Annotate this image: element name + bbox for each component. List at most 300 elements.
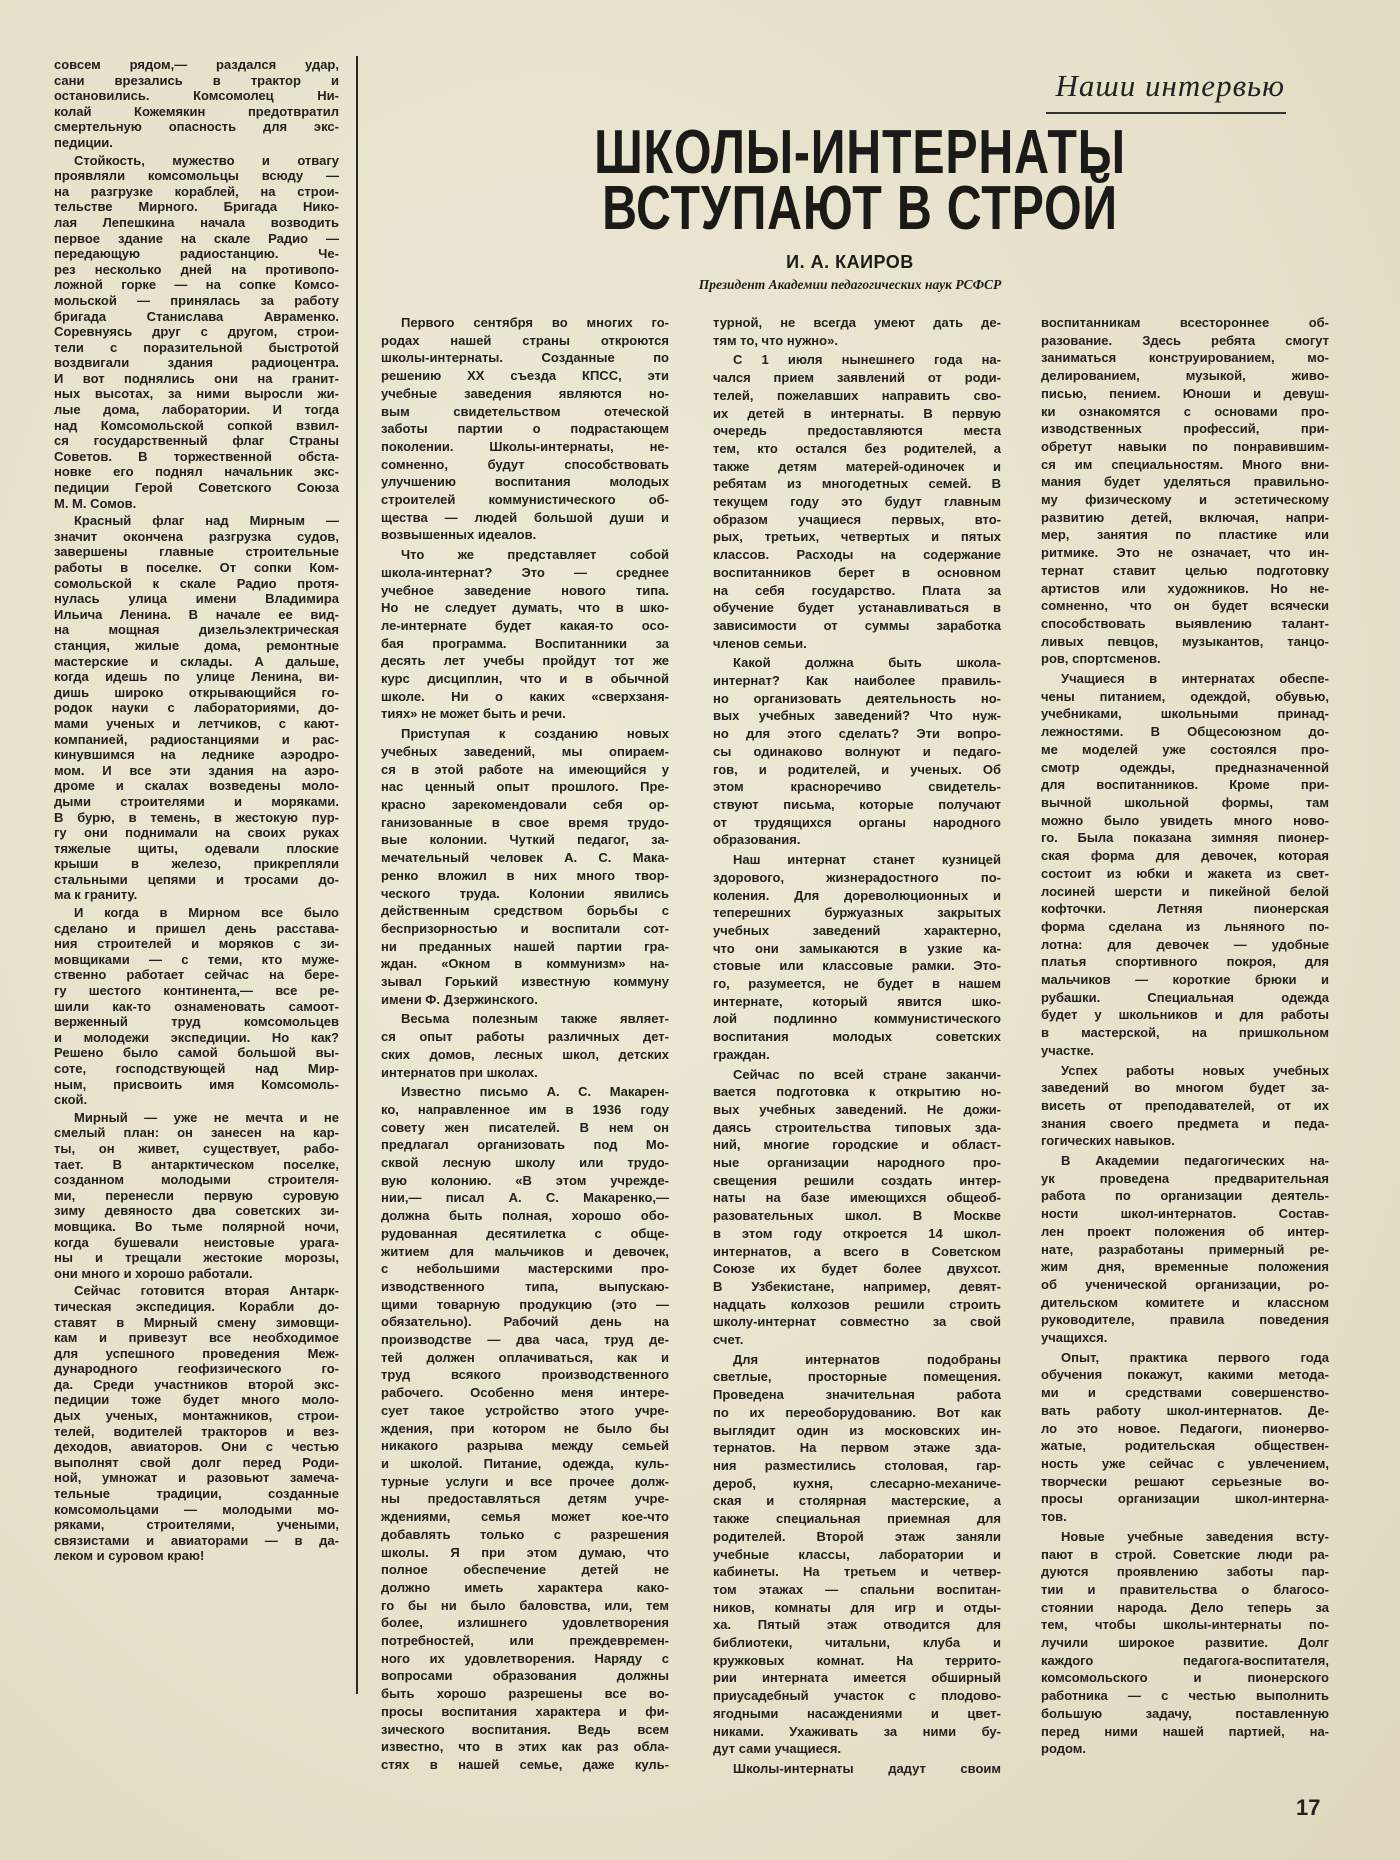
text-line: родителей. Второй этаж заняли [713,1528,1001,1544]
text-line: граждан. [713,1046,770,1062]
text-line: дут сами учащиеся. [713,1741,842,1757]
text-line: мальчиков — короткие брюки и [1041,972,1329,988]
text-line: интернате, который явится шко- [713,993,1001,1009]
text-line: дыми строителями и моряками. [54,793,339,809]
text-line: первое здание на скале Радио — [54,230,339,246]
text-line: ров, спортсменов. [1041,651,1161,667]
text-line: сует такое устройство этого учре- [381,1402,669,1418]
text-line: образования. [713,832,801,848]
paragraph [54,1110,339,1282]
text-line: на мощная дизельэлектрическая [54,622,339,638]
text-line: тельстве Мирного. Бригада Нико- [54,199,339,215]
text-line: Какой должна быть школа- [733,655,1001,671]
text-line: учебные классы, лаборатории и [713,1546,1001,1562]
text-line: ственно работает сейчас на бере- [54,967,339,983]
paragraph [381,725,669,1008]
text-line: их детей в интернаты. В первую [713,405,1001,421]
text-line: ждениями, семья может кое-что [381,1509,669,1525]
text-line: сквой лесную школу или трудо- [381,1155,669,1171]
text-line: колай Кожемякин предотвратил [54,103,339,119]
text-line: М. М. Сомов. [54,495,137,511]
text-line: знания своего предмета и педа- [1041,1115,1329,1131]
text-line: разовательных школ. В Москве [713,1208,1001,1224]
text-line: стоянии народа. Дело теперь за [1041,1599,1329,1615]
text-line: ставят в Мирный смену зимовщи- [54,1314,339,1330]
text-line: житием для мальчиков и девочек, [381,1243,669,1259]
text-line: очередь предоставляются места [713,423,1001,439]
text-line: ся государственный флаг Страны [54,433,339,449]
paragraph [54,57,339,151]
text-line: ния разместились столовая, гар- [713,1458,1001,1473]
text-line: способствовать выявлению талант- [1041,615,1329,631]
text-line: возвышенных идеалов. [381,527,537,543]
text-line: заведений во многом будет за- [1041,1080,1329,1096]
text-line: дишь широко открывающийся го- [54,684,339,700]
text-line: тернатов. На первом этаже зда- [713,1440,1001,1456]
text-line: бая программа. Воспитанники за [381,635,669,651]
text-line: чался прием заявлений от роди- [713,370,1001,386]
text-line: также детям матерей-одиночек и [713,458,1001,474]
text-line: воспитанников берет в основном [713,564,1001,580]
text-line: обретут навыки по понравившим- [1041,438,1329,454]
text-line: тем, кто остался без родителей, а [713,440,1001,456]
text-line: значит окончена разгрузка судов, [54,528,339,544]
text-line: ствуют письма, которые получают [713,796,1001,812]
text-line: вычной школьной формы, там [1041,794,1329,810]
text-line: Наш интернат станет кузницей [733,852,1001,868]
text-line: имени Ф. Дзержинского. [381,991,538,1007]
text-line: Для интернатов подобраны [733,1351,1001,1367]
text-line: участке. [1041,1042,1094,1058]
text-line: никами. Ухаживать за ними бу- [713,1723,1001,1739]
text-line: приусадебный участок с плодово- [713,1688,1001,1704]
text-line: лосиней шерсти и пикейной белой [1041,883,1329,899]
text-column-4 [1041,314,1329,1760]
text-line: дительском комитете и классном [1041,1294,1329,1310]
text-line: дых ученых, монтажников, строи- [54,1408,339,1424]
text-line: для воспитанников. Кроме при- [1041,777,1329,793]
text-line: соте, господствующей над Мир- [54,1061,339,1076]
text-line: лые дома, лаборатории. И тогда [54,402,339,418]
text-line: мами ученых и летчиков, с кают- [54,715,339,731]
text-line: том этажах — спальни воспитан- [713,1581,1001,1597]
text-line: ганизованные в свое время трудо- [381,814,669,830]
paragraph [1041,314,1329,668]
paragraph [713,1066,1001,1349]
text-line: И когда в Мирном все было [74,905,339,921]
text-line: Первого сентября во многих го- [401,315,669,330]
text-line: щими товарную продукцию (это — [381,1296,669,1312]
text-line: форма сделана из льняного по- [1041,918,1329,934]
text-line: учебные заведения являются но- [381,385,669,401]
paragraph [54,1283,339,1564]
text-line: турные услуги и все прочее долж- [381,1473,669,1489]
paragraph [54,905,339,1108]
text-line: известно, что в этих как раз обла- [381,1739,669,1755]
text-line: тельные традиции, созданные [54,1486,339,1502]
text-line: интернатов при школах. [381,1064,538,1080]
text-line: учебных заведений, мы опираем- [381,743,669,759]
text-line: шили как-то ознаменовать самоот- [54,998,339,1014]
text-line: выглядит один из московских ин- [713,1422,1001,1438]
text-line: Успех работы новых учебных [1061,1062,1329,1078]
text-line: да. Среди участников второй экс- [54,1376,339,1392]
text-line: комсомольцами — молодыми мо- [54,1501,339,1517]
text-line: даясь строительства типовых зда- [713,1119,1001,1135]
text-line: стовые или классовые рамки. Это- [713,958,1001,974]
text-line: воспитания молодых советских [713,1029,1001,1045]
paragraph [713,1351,1001,1758]
text-line: И вот поднялись они на гранит- [54,370,339,386]
text-line: ся опыт работы различных дет- [381,1029,669,1045]
text-line: когда бушевали неистовые урага- [54,1234,339,1250]
text-line: ся в этой работе на имеющийся у [381,761,669,777]
text-line: на себя государство. Плата за [713,582,1001,598]
text-line: педиции. [54,134,113,150]
text-line: и школой. Питание, одежда, куль- [381,1456,669,1471]
paragraph [1041,1528,1329,1758]
text-line: Известно письмо А. С. Макарен- [401,1084,669,1100]
text-line: остановились. Комсомолец Ни- [54,88,339,104]
text-line: щества — людей большой души и [381,509,669,525]
text-line: лотна: для девочек — удобные [1041,936,1329,952]
text-line: свещения решили создать интер- [713,1172,1001,1188]
text-line: Советов. В торжественной обста- [54,448,339,464]
text-line: стях в нашей семье, даже куль- [381,1756,669,1772]
paragraph [713,314,1001,349]
text-line: дуются проявлению заботы пар- [1041,1564,1329,1580]
text-line: созданном молодыми строителя- [54,1172,339,1188]
text-line: красно зарекомендовали себя ор- [381,796,669,812]
text-line: школе. Ни о каких «сверхзаня- [381,688,669,704]
text-line: сделано и пришел день расстава- [54,920,339,936]
text-line: обучения покажут, какими метода- [1041,1367,1329,1383]
text-line: гов, и родителей, и ученых. Об [713,761,1001,777]
text-line: деходов, авиаторов. Они с честью [54,1439,339,1455]
text-line: строителей коммунистического об- [381,492,669,508]
text-line: нате, разработаны примерный ре- [1041,1241,1329,1257]
text-line: предлагал организовать под Мо- [381,1137,669,1153]
text-line: десять лет учебы пройдут тот же [381,653,669,669]
text-line: ло это новое. Педагоги, пионерво- [1041,1420,1329,1436]
text-line: вых учебных заведений? Что нуж- [713,708,1001,724]
text-line: мовщиками — с теми, кто муже- [54,951,339,967]
text-line: интернат? Как наиболее правиль- [713,673,1001,689]
text-line: делированием, музыкой, живо- [1041,368,1329,384]
text-line: нулась улица имени Владимира [54,591,339,607]
text-line: коления. Для дореволюционных и [713,887,1001,903]
text-line: лучили широкое развитие. Долг [1041,1635,1329,1651]
text-line: Ильича Ленина. В начале ее вид- [54,606,339,622]
text-line: вопросами образования должны [381,1668,669,1684]
text-line: тии и правительства о благосо- [1041,1581,1329,1597]
text-line: в мастерской, на пришкольном [1041,1025,1329,1041]
text-line: лой подлинно коммунистического [713,1011,1001,1027]
text-line: учебное заведение нового типа. [381,582,669,598]
text-line: ма к граниту. [54,887,138,903]
text-line: интернатов, а всего в Советском [713,1243,1001,1259]
text-line: они много и хорошо работали. [54,1265,253,1281]
text-line: совету жен писателей. В нем он [381,1119,669,1135]
text-line: В Академии педагогических на- [1061,1153,1329,1169]
text-line: писью, пением. Юноши и девуш- [1041,385,1329,401]
paragraph [1041,670,1329,1059]
text-line: мольской — принялась за работу [54,292,339,308]
text-line: нас ценный опыт прошлого. Пре- [381,779,669,795]
text-column-1 [54,57,339,1566]
text-line: будет у школьников и для работы [1041,1007,1329,1023]
text-line: мастерские и склады. А дальше, [54,653,339,669]
text-column-2 [381,314,669,1776]
text-line: ложной горке — на сопке Комсо- [54,277,339,293]
text-line: ся им специальностям. Много вни- [1041,456,1329,472]
text-line: тям то, что нужно». [713,332,838,348]
text-line: учащихся. [1041,1330,1108,1346]
text-line: тяжелые щиты, одевали плоские [54,840,339,856]
text-line: состоит из юбки и жакета из свет- [1041,865,1329,881]
text-line: Соревнуясь друг с другом, строи- [54,324,339,340]
text-line: смотр одежды, предназначенной [1041,759,1329,775]
text-line: мер, занятия по пластике или [1041,527,1329,543]
text-line: выполнят свой долг перед Роди- [54,1454,339,1470]
text-line: Мирный — уже не мечта и не [74,1109,339,1125]
text-line: ливых певцов, музыкантов, танцо- [1041,633,1329,649]
text-line: сомненно, что он будет всячески [1041,598,1329,614]
text-line: зывал Горький известную коммуну [381,974,669,990]
text-line: родом. [1041,1741,1086,1757]
text-line: беспризорностью и воспитали сот- [381,920,669,936]
text-line: рии интерната имеется обширный [713,1670,1001,1686]
paragraph [381,314,669,544]
text-column-3 [713,314,1001,1780]
text-line: зиму девяносто два советских зи- [54,1203,339,1219]
text-line: завершены главные строительные [54,544,339,560]
text-line: более, излишнего удовлетворения [381,1615,669,1631]
paragraph [1041,1062,1329,1151]
text-line: ская форма для девочек, которая [1041,848,1329,864]
paragraph [713,351,1001,652]
text-line: Что же представляет собой [401,547,669,563]
text-line: сы одинаково волнуют и педаго- [713,743,1001,759]
text-line: артистов или художников. Но не- [1041,580,1329,596]
text-line: Сейчас по всей стране заканчи- [733,1066,1001,1082]
text-line: просы воспитания характера и фи- [381,1703,669,1719]
text-line: ные организации народного про- [713,1155,1001,1171]
article-title-line-2: ВСТУПАЮТ В СТРОЙ [602,174,1118,243]
text-line: руководителе, правила поведения [1041,1312,1329,1328]
text-line: что они замыкаются в узкие ка- [713,940,1001,956]
text-line: родах нашей страны откроются [381,332,669,348]
text-line: ми и средствами совершенство- [1041,1385,1329,1401]
text-line: над Комсомольской сопкой взвил- [54,417,339,433]
text-line: ных высотах, за ними выросли жи- [54,386,339,402]
text-line: образом учащиеся первых, вто- [713,511,1001,527]
text-line: ного их удовлетворения. Наряду с [381,1650,669,1666]
text-line: ук проведена предварительная [1041,1170,1329,1186]
text-line: компанией, радиостанциями и рас- [54,731,339,747]
text-line: добавлять только с разрешения [381,1526,669,1542]
paragraph [713,851,1001,1063]
text-line: сани врезались в трактор и [54,72,339,88]
text-line: го. Была показана зимняя пионер- [1041,830,1329,846]
text-line: заботы партии о подрастающем [381,421,669,437]
text-line: С 1 июля нынешнего года на- [733,352,1001,368]
paragraph [381,546,669,723]
paragraph [381,1083,669,1773]
text-line: турной, не всегда умеют дать де- [713,315,1001,330]
text-line: но для этого сделать? Эти вопро- [713,726,1001,742]
text-line: висеть от преподавателей, от их [1041,1097,1329,1113]
text-line: улучшению воспитания молодых [381,474,669,490]
text-line: тов. [1041,1509,1067,1525]
text-line: бригада Станислава Авраменко. [54,308,339,324]
text-line: воспитанникам всестороннее об- [1041,315,1329,330]
text-line: вым свидетельством отеческой [381,403,669,419]
text-line: ным, присвоить имя Комсомоль- [54,1076,339,1092]
text-line: действенным средством борьбы с [381,903,669,919]
text-line: ческого труда. Колонии явились [381,885,669,901]
text-line: курс дисциплин, что и в обычной [381,671,669,687]
article-title-line-1: ШКОЛЫ-ИНТЕРНАТЫ [594,118,1126,187]
text-line: ности школ-интернатов. Состав- [1041,1206,1329,1222]
text-line: тели с поразительной быстротой [54,339,339,355]
text-line: разование. Здесь ребята смогут [1041,332,1329,348]
text-line: платья спортивного покроя, для [1041,954,1329,970]
text-line: тическая экспедиция. Корабли до- [54,1298,339,1314]
text-line: в этом году откроется 14 школ- [713,1225,1001,1241]
text-line: ний, многие городские и област- [713,1137,1001,1153]
text-line: Стойкость, мужество и отвагу [74,152,339,168]
text-line: никакого разрыва между семьей [381,1438,669,1454]
text-line: библиотеки, читальни, клуба и [713,1635,1001,1651]
text-line: дероб, кухня, слесарно-механиче- [713,1475,1001,1491]
text-line: ность уже сейчас с увлечением, [1041,1456,1329,1471]
author-name: И. А. КАИРОВ [786,252,914,272]
text-line: гу шестого континента,— все ре- [54,983,339,999]
text-line: стальными цепями и тросами до- [54,871,339,887]
text-line: классов. Расходы на содержание [713,547,1001,563]
text-line: родок науки с лабораториями, до- [54,700,339,716]
text-line: Решено было самой большой вы- [54,1045,339,1061]
text-line: совсем рядом,— раздался удар, [54,57,339,72]
text-line: изводственных профессий, при- [1041,421,1329,437]
text-line: вать работу школ-интернатов. Де- [1041,1402,1329,1418]
text-line: ских домов, лесных школ, детских [381,1046,669,1062]
text-line: му физическому и эстетическому [1041,492,1329,508]
text-line: кабинеты. На третьем и четвер- [713,1564,1001,1580]
paragraph [1041,1152,1329,1347]
text-line: можно было увидеть много ново- [1041,812,1329,828]
text-line: об ученической организации, ро- [1041,1276,1329,1292]
text-line: этом красноречиво свидетель- [713,779,1001,795]
paragraph [54,153,339,512]
text-line: работника — с честью выполнить [1041,1688,1329,1704]
text-line: ская и столярная мастерские, а [713,1493,1001,1509]
text-line: членов семьи. [713,635,807,651]
text-line: по их переоборудованию. Вот как [713,1404,1001,1420]
text-line: счет. [713,1332,744,1348]
column-divider [356,56,358,1694]
text-line: лежностями. В Общесоюзном до- [1041,724,1329,740]
text-line: заниматься конструированием, мо- [1041,350,1329,366]
text-line: лая Лепешкина начала возводить [54,214,339,230]
text-line: ты, он живет, существует, рабо- [54,1140,339,1156]
text-line: школа-интернат? Это — среднее [381,564,669,580]
text-line: Сейчас готовится вторая Антарк- [74,1283,339,1299]
text-line: тем, чтобы школы-интернаты по- [1041,1617,1329,1633]
text-line: поколении. Школы-интернаты, не- [381,438,669,454]
text-line: проявляли комсомольцы всюду — [54,168,339,184]
text-line: Союзе их будет более двухсот. [713,1261,1001,1277]
text-line: текущем году это будут главным [713,494,1001,510]
author-position: Президент Академии педагогических наук РСФСР [698,277,1002,292]
text-line: Красный флаг над Мирным — [74,513,339,529]
text-line: должна быть полная, хорошо обо- [381,1208,669,1224]
text-line: мовщика. Во тьме полярной ночи, [54,1218,339,1234]
text-line: Проведена значительная работа [713,1387,1001,1403]
text-line: В Узбекистане, например, девят- [713,1278,1001,1294]
text-line: смертельную опасность для экс- [54,119,339,135]
text-line: от трудящихся органы народного [713,814,1001,830]
text-line: труд всякого производственного [381,1367,669,1383]
text-line: ренко вложил в них много твор- [381,867,669,883]
text-line: телей, водителей тракторов и вез- [54,1423,339,1439]
text-line: воздвигали здания радиоцентра. [54,355,339,371]
text-line: должно иметь характера како- [381,1579,669,1595]
text-line: ны и трещали жестокие морозы, [54,1250,339,1266]
text-line: сомольской к скале Радио протя- [54,575,339,591]
text-line: Школы-интернаты дадут своим [733,1760,1001,1776]
paragraph [381,1010,669,1081]
text-line: вых учебных заведений. Не дожи- [713,1101,1001,1117]
text-line: Но не следует думать, что в шко- [381,600,669,616]
text-line: ждения, при котором не было бы [381,1420,669,1436]
text-line: полное обеспечение детей не [381,1562,669,1578]
section-rubric: Наши интервью [1055,68,1285,103]
text-line: новке его поднял начальник экс- [54,464,339,480]
text-line: тернат ставит целью подготовку [1041,562,1329,578]
text-line: большую задачу, поставленную [1041,1705,1329,1721]
text-line: рез несколько дней на противопо- [54,261,339,277]
text-line: верженный труд комсомольцев [54,1014,339,1030]
text-line: рубашки. Специальная одежда [1041,989,1329,1005]
text-line: ряками, строителями, учеными, [54,1517,339,1533]
text-line: школы. Я при этом думаю, что [381,1544,669,1560]
text-line: теперешних буржуазных закрытых [713,905,1001,921]
text-line: кинувшимся на леднике аэродро- [54,747,339,763]
text-line: на разгрузке кораблей, на строи- [54,183,339,199]
text-line: смелый план: он занесен на кар- [54,1125,339,1141]
paragraph [54,513,339,903]
text-line: гу они поднимали на своих руках [54,825,339,841]
text-line: ягодными насаждениями и цвет- [713,1705,1001,1721]
text-line: Учащиеся в интернатах обеспе- [1061,671,1329,687]
text-line: работы в поселке. От сопки Ком- [54,560,339,575]
text-line: ле-интернате будет какая-то осо- [381,617,669,633]
text-line: Опыт, практика первого года [1061,1349,1329,1365]
text-line: станция, жилые дома, ремонтные [54,637,339,653]
text-line: ки ознакомятся с основами про- [1041,403,1329,419]
text-line: зависимости от суммы заработка [713,617,1001,633]
text-line: Весьма полезным также являет- [401,1011,669,1027]
text-line: ной, умножат и разовьют замеча- [54,1470,339,1486]
text-line: обучение будет устанавливаться в [713,600,1001,616]
text-line: рабочего. Особенно меня интере- [381,1385,669,1401]
text-line: жатые, родительская обществен- [1041,1438,1329,1454]
text-line: мом. И все эти здания на аэро- [54,762,339,778]
text-line: Новые учебные заведения всту- [1061,1528,1329,1544]
text-line: го, разумеется, не будет в нашем [713,976,1001,992]
